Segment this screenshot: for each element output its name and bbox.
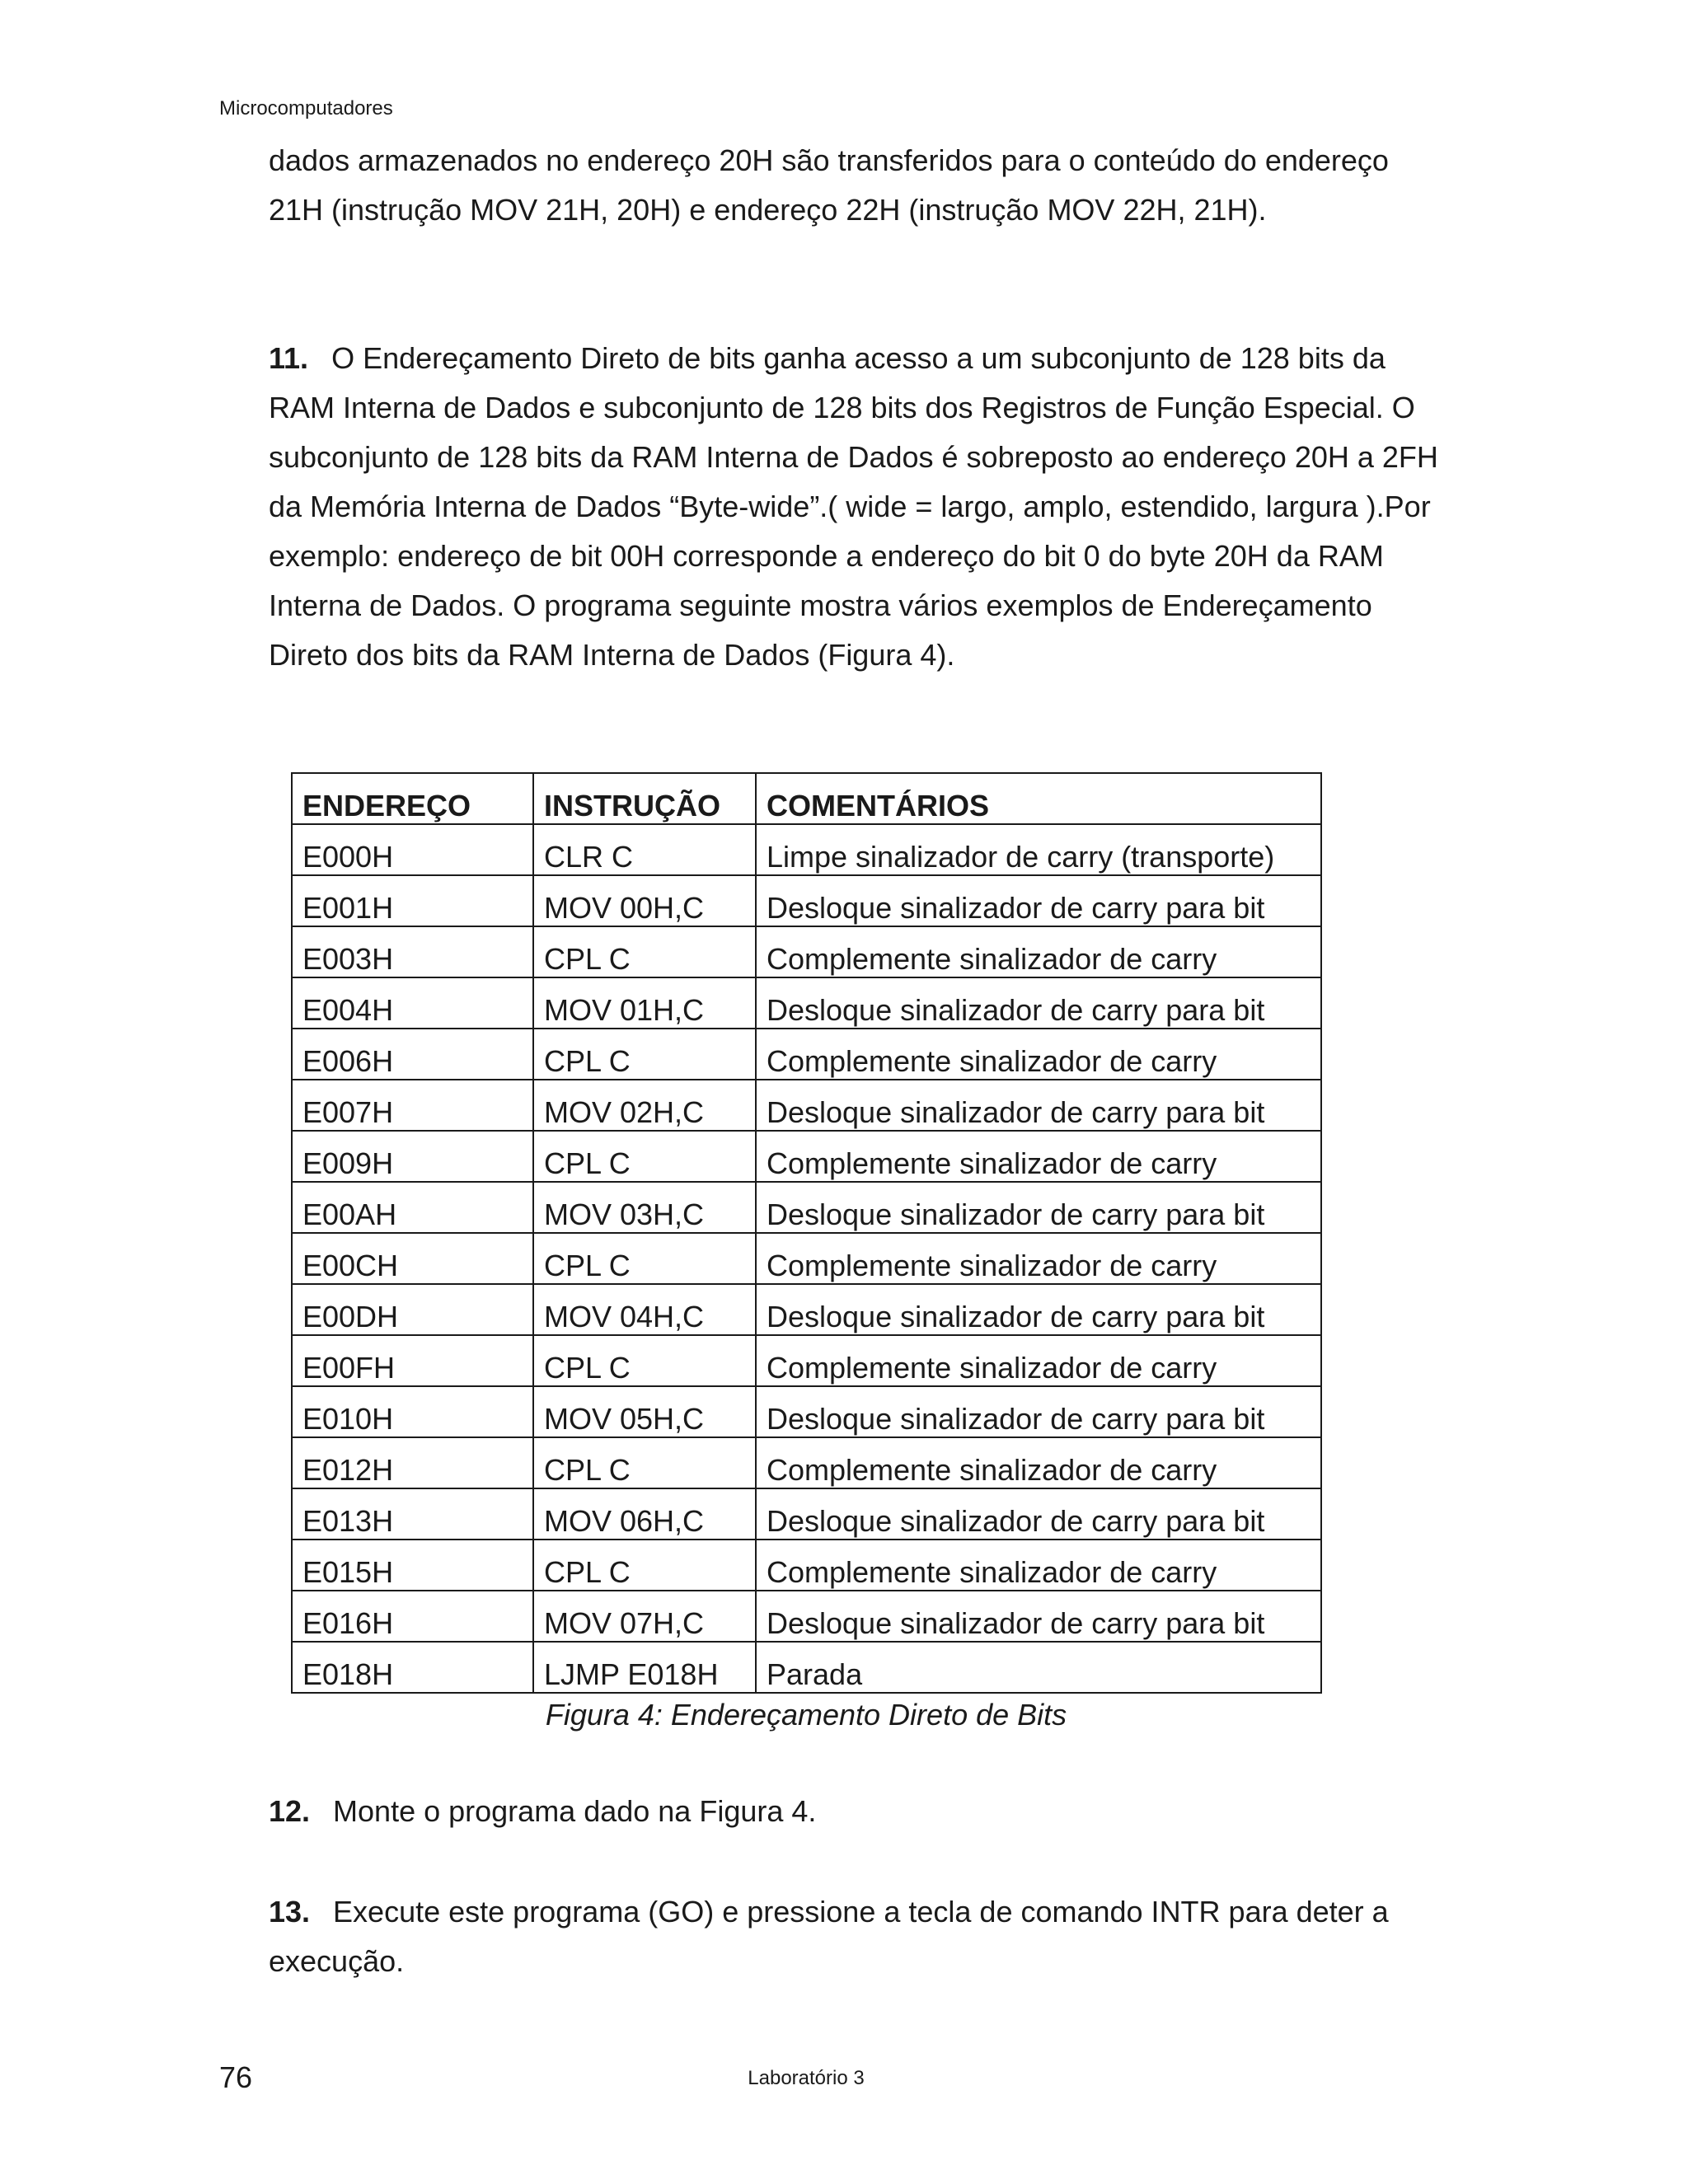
address-cell: E007H — [292, 1080, 533, 1131]
table-row — [292, 1284, 1321, 1335]
comment-cell: Complemente sinalizador de carry — [756, 1029, 1321, 1080]
item-13-number: 13. — [269, 1895, 311, 1929]
address-cell: E00AH — [292, 1182, 533, 1233]
item-12-number: 12. — [269, 1794, 311, 1828]
item-13-text: Execute este programa (GO) e pressione a tecla de comando INTR para deter a execução. — [269, 1895, 1389, 1978]
instruction-cell: CLR C — [533, 824, 756, 875]
comment-cell: Desloque sinalizador de carry para bit — [756, 875, 1321, 926]
address-cell: E013H — [292, 1488, 533, 1540]
figure-caption: Figura 4: Endereçamento Direto de Bits — [545, 1698, 1067, 1732]
table-row — [292, 824, 1321, 875]
table-row — [292, 875, 1321, 926]
page-number: 76 — [219, 2060, 253, 2094]
table-header-row — [292, 773, 1321, 824]
comment-cell: Parada — [756, 1642, 1321, 1693]
address-cell: E00CH — [292, 1233, 533, 1284]
instruction-cell: MOV 02H,C — [533, 1080, 756, 1131]
comment-cell: Complemente sinalizador de carry — [756, 1540, 1321, 1591]
item-12-text: Monte o programa dado na Figura 4. — [333, 1794, 817, 1828]
column-header-comments: COMENTÁRIOS — [756, 773, 1321, 824]
address-cell: E012H — [292, 1437, 533, 1488]
instruction-cell: CPL C — [533, 1131, 756, 1182]
instruction-cell: MOV 00H,C — [533, 875, 756, 926]
instruction-cell: CPL C — [533, 1540, 756, 1591]
address-cell: E009H — [292, 1131, 533, 1182]
address-cell: E006H — [292, 1029, 533, 1080]
table-row — [292, 1488, 1321, 1540]
comment-cell: Desloque sinalizador de carry para bit — [756, 1488, 1321, 1540]
address-cell: E001H — [292, 875, 533, 926]
comment-cell: Complemente sinalizador de carry — [756, 1437, 1321, 1488]
comment-cell: Desloque sinalizador de carry para bit — [756, 977, 1321, 1029]
instruction-cell: CPL C — [533, 1233, 756, 1284]
instruction-cell: MOV 01H,C — [533, 977, 756, 1029]
table-row — [292, 1540, 1321, 1591]
table-row — [292, 926, 1321, 977]
program-listing-table — [291, 772, 1322, 1694]
instruction-cell: CPL C — [533, 1437, 756, 1488]
address-cell: E016H — [292, 1591, 533, 1642]
comment-cell: Desloque sinalizador de carry para bit — [756, 1284, 1321, 1335]
address-cell: E000H — [292, 824, 533, 875]
comment-cell: Complemente sinalizador de carry — [756, 1233, 1321, 1284]
comment-cell: Complemente sinalizador de carry — [756, 926, 1321, 977]
comment-cell: Desloque sinalizador de carry para bit — [756, 1386, 1321, 1437]
column-header-address: ENDEREÇO — [292, 773, 533, 824]
address-cell: E00FH — [292, 1335, 533, 1386]
table-row — [292, 1029, 1321, 1080]
intro-paragraph: dados armazenados no endereço 20H são transferidos para o conteúdo do endereço 21H (instrução MOV 21H, 20H) e endereço 22H (instrução MOV 22H, 21H). — [269, 143, 1389, 227]
comment-cell: Desloque sinalizador de carry para bit — [756, 1591, 1321, 1642]
comment-cell: Desloque sinalizador de carry para bit — [756, 1080, 1321, 1131]
table-row — [292, 1591, 1321, 1642]
instruction-cell: MOV 06H,C — [533, 1488, 756, 1540]
comment-cell: Complemente sinalizador de carry — [756, 1335, 1321, 1386]
item-11-text: O Endereçamento Direto de bits ganha acesso a um subconjunto de 128 bits da RAM Interna de Dados e subconjunto de 128 bits dos Registros de Função Especial. O subconjunto de 128 bits da RAM Interna de Dados é sobreposto ao endereço 20H a 2FH da Memória Interna de Dados “Byte-wide”.( wide = largo, amplo, estendido, largura ).Por exemplo: endereço de bit 00H corresponde a endereço do bit 0 do byte 20H da RAM Interna de Dados. O programa seguinte mostra vários exemplos de Endereçamento Direto dos bits da RAM Interna de Dados (Figura 4). — [269, 341, 1438, 672]
address-cell: E015H — [292, 1540, 533, 1591]
instruction-cell: CPL C — [533, 1335, 756, 1386]
table-body — [292, 824, 1321, 1693]
table-row — [292, 1642, 1321, 1693]
instruction-cell: MOV 04H,C — [533, 1284, 756, 1335]
comment-cell: Limpe sinalizador de carry (transporte) — [756, 824, 1321, 875]
instruction-cell: MOV 05H,C — [533, 1386, 756, 1437]
instruction-cell: MOV 07H,C — [533, 1591, 756, 1642]
table-row — [292, 1437, 1321, 1488]
item-13-paragraph — [269, 1887, 1439, 1986]
address-cell: E004H — [292, 977, 533, 1029]
table-row — [292, 1182, 1321, 1233]
comment-cell: Complemente sinalizador de carry — [756, 1131, 1321, 1182]
instruction-cell: LJMP E018H — [533, 1642, 756, 1693]
address-cell: E010H — [292, 1386, 533, 1437]
address-cell: E00DH — [292, 1284, 533, 1335]
table-row — [292, 1080, 1321, 1131]
table-row — [292, 1131, 1321, 1182]
address-cell: E018H — [292, 1642, 533, 1693]
instruction-cell: CPL C — [533, 926, 756, 977]
column-header-instruction: INSTRUÇÃO — [533, 773, 756, 824]
running-footer: Laboratório 3 — [748, 2067, 865, 2089]
comment-cell: Desloque sinalizador de carry para bit — [756, 1182, 1321, 1233]
instruction-cell: CPL C — [533, 1029, 756, 1080]
table-row — [292, 977, 1321, 1029]
item-11-paragraph — [269, 334, 1439, 680]
table-row — [292, 1233, 1321, 1284]
table-row — [292, 1386, 1321, 1437]
item-11-number: 11. — [269, 341, 309, 375]
item-12-paragraph — [269, 1787, 1439, 1836]
running-header: Microcomputadores — [219, 97, 393, 120]
address-cell: E003H — [292, 926, 533, 977]
table-row — [292, 1335, 1321, 1386]
instruction-cell: MOV 03H,C — [533, 1182, 756, 1233]
